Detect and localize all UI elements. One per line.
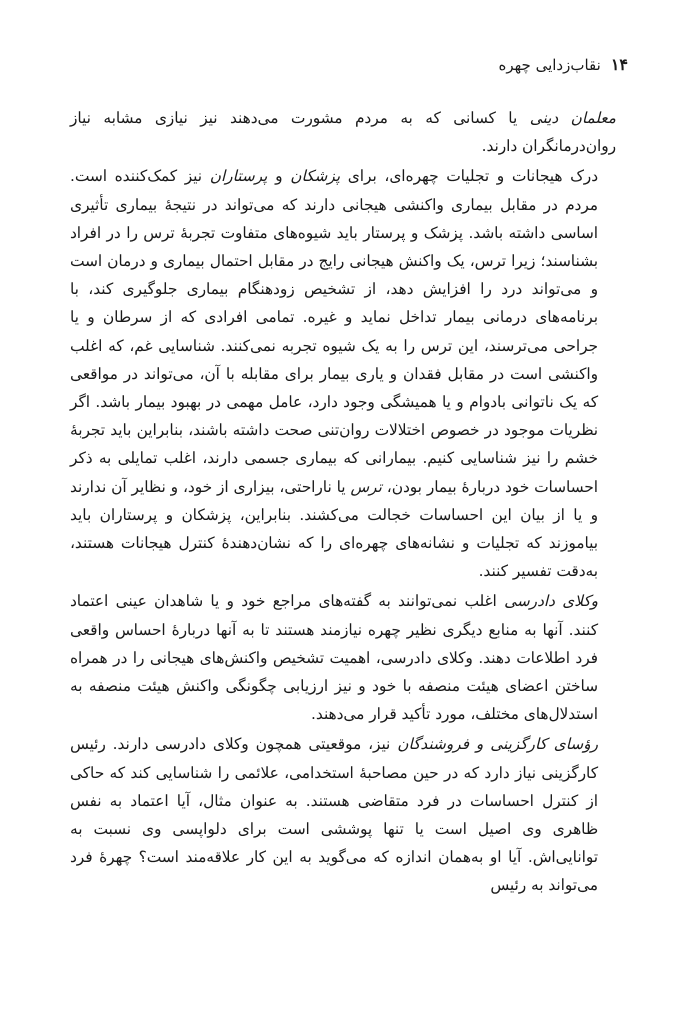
italic-term: پرستاران [209, 167, 268, 186]
paragraph-text: نیز، موقعیتی همچون وکلای دادرسی دارند. رئیس کارگزینی نیاز دارد که در حین مصاحبهٔ استخدامی، علائمی را شناسایی کند که حاکی از کنترل احساسات در فرد متقاضی هستند. به عنوان مثال، آیا اعتماد به نفس ظاهری وی اصیل است یا تنها پوششی است برای دلواپسی وی نسبت به توانایی‌اش. آیا او به‌همان اندازه که می‌گوید به این کار علاقه‌مند است؟ چهرهٔ فرد می‌تواند به رئیس [70, 735, 598, 895]
italic-term: ترس [350, 477, 382, 496]
paragraph-text: و [267, 167, 291, 186]
paragraph-2 [70, 162, 616, 585]
page-number: ۱۴ [610, 55, 628, 74]
paragraph-text: یا ناراحتی، بیزاری از خود، و نظایر آن ندارند و یا از بیان این احساسات خجالت می‌کشند. بنابراین، پزشکان و پرستاران باید بیاموزند که تجلیات و نشانه‌های چهره‌ای را که نشان‌دهندهٔ کنترل هیجانات هستند، به‌دقت تفسیر کنند. [70, 477, 598, 581]
body-text [70, 104, 616, 900]
italic-term: وکلای دادرسی [504, 592, 598, 611]
italic-term: پزشکان [290, 167, 341, 186]
paragraph-1 [70, 104, 616, 160]
paragraph-text: اغلب نمی‌توانند به گفته‌های مراجع خود و یا شاهدان عینی اعتماد کنند. آنها به منابع دیگری نظیر چهره نیازمند هستند تا به آنها دربارهٔ احساس واقعی فرد اطلاعات دهند. وکلای دادرسی، اهمیت تشخیص واکنش‌های هیجانی را در همراه ساختن اعضای هیئت منصفه با خود و نیز ارزیابی چگونگی واکنش هیئت منصفه به استدلال‌های مختلف، مورد تأکید قرار می‌دهند. [70, 592, 598, 724]
book-title: نقاب‌زدایی چهره [498, 56, 601, 74]
italic-term: معلمان دینی [529, 109, 616, 127]
paragraph-text: درک هیجانات و تجلیات چهره‌ای، برای [340, 167, 599, 186]
paragraph-text: یا کسانی که به مردم مشورت می‌دهند نیز نیازی مشابه نیاز روان‌درمانگران دارند. [70, 109, 616, 156]
paragraph-3 [70, 587, 616, 728]
running-header [70, 54, 628, 76]
italic-term: رؤسای کارگزینی و فروشندگان [397, 735, 599, 754]
paragraph-text: نیز کمک‌کننده است. مردم در مقابل بیماری واکنشی هیجانی دارند که می‌تواند در نتیجهٔ بیماری تأثیری اساسی داشته باشد. پزشک و پرستار باید شیوه‌های متفاوت تجربهٔ ترس را در افراد بشناسند؛ زیرا ترس، یک واکنش هیجانی رایج در مقابل احتمال بیماری و درمان است و می‌تواند درد را افزایش دهد، از تشخیص زودهنگام بیماری جلوگیری کند، با برنامه‌های درمانی بیمار تداخل نماید و غیره. تمامی افرادی که از سرطان و یا جراحی می‌ترسند، این ترس را به یک شیوه تجربه نمی‌کنند. شناسایی غم، که اغلب واکنشی است در مقابل فقدان و یاری بیمار برای مقابله با آن، می‌تواند در مواقعی که یک ناتوانی بادوام و یا همیشگی وجود دارد، عامل مهمی در بهبود بیمار باشد. اگر نظریات موجود در خصوص اختلالات روان‌تنی صحت داشته باشند، بنابراین باید تجربهٔ خشم را نیز شناسایی کنیم. بیمارانی که بیماری جسمی دارند، اغلب تمایلی به ذکر احساسات خود دربارهٔ بیمار بودن، [70, 167, 598, 496]
paragraph-4 [70, 730, 616, 899]
